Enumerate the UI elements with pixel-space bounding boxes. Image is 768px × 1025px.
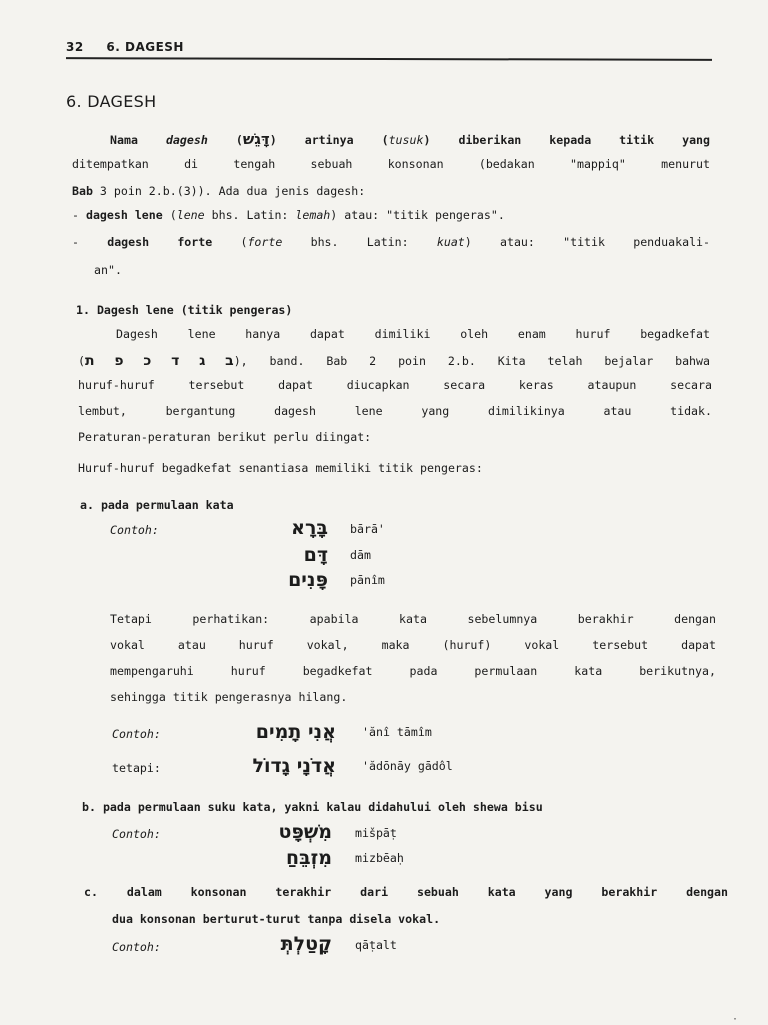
section1-line-1: Dagesh lene hanya dapat dimiliki oleh enam huruf begadkefat: [116, 327, 710, 341]
note-line-4: sehingga titik pengerasnya hilang.: [110, 690, 348, 704]
example-label: Contoh:: [112, 940, 161, 954]
intro-line-3: Bab 3 poin 2.b.(3)). Ada dua jenis dagesh:: [72, 184, 366, 198]
example-label: Contoh:: [112, 827, 161, 841]
intro-line-5: - dagesh forte (forte bhs. Latin: kuat) atau: "titik penduakali-: [72, 235, 711, 249]
transliteration: qāṭalt: [355, 938, 397, 952]
hebrew-example: קָטַלְתְּ: [280, 933, 332, 955]
section1-line-6: Huruf-huruf begadkefat senantiasa memiliki titik pengeras:: [78, 461, 483, 475]
hebrew-example: דָּם: [303, 544, 328, 566]
intro-line-1: Nama dagesh (דָּגֵשׁ) artinya (tusuk) diberikan kepada titik yang: [110, 130, 711, 148]
section1-heading: 1. Dagesh lene (titik pengeras): [76, 303, 293, 317]
page-number: 32: [66, 40, 84, 54]
chapter-heading: 6. DAGESH: [106, 40, 184, 54]
hebrew-dagesh: דָּגֵשׁ: [242, 130, 270, 148]
example-label: Contoh:: [112, 727, 161, 741]
hebrew-example: בָּרָא: [291, 517, 328, 539]
intro-line-6: an".: [94, 263, 122, 277]
note-line-1: Tetapi perhatikan: apabila kata sebelumnya berakhir dengan: [110, 612, 716, 626]
item-a: a. pada permulaan kata: [80, 498, 234, 512]
transliteration: mišpāṭ: [355, 826, 397, 840]
hebrew-example: פָּנִים: [288, 569, 328, 591]
transliteration: bārā': [350, 522, 385, 536]
hebrew-example: אֲדֹנָי גָדוֹל: [252, 755, 336, 777]
example-label: Contoh:: [110, 523, 159, 537]
transliteration: dām: [350, 548, 371, 562]
running-header: [66, 40, 184, 54]
hebrew-example: מִשְׁפָּט: [278, 821, 332, 843]
item-c-line-1: c. dalam konsonan terakhir dari sebuah kata yang berakhir dengan: [84, 885, 728, 899]
corner-mark: ·: [731, 1014, 738, 1025]
section1-line-2: (ב ג ד כ פ ת), band. Bab 2 poin 2.b. Kita telah bejalar bahwa: [78, 353, 710, 369]
hebrew-example: מִזְבֵּחַ: [286, 847, 332, 869]
hebrew-example: אֲנִי תָמִים: [255, 721, 336, 743]
section1-line-5: Peraturan-peraturan berikut perlu diingat:: [78, 430, 372, 444]
intro-line-4: - dagesh lene (lene bhs. Latin: lemah) atau: "titik pengeras".: [72, 208, 505, 222]
transliteration: mizbēaḥ: [355, 851, 404, 865]
note-line-3: mempengaruhi huruf begadkefat pada permulaan kata berikutnya,: [110, 664, 716, 678]
header-rule: [66, 57, 712, 61]
transliteration: pānîm: [350, 573, 385, 587]
item-c-line-2: dua konsonan berturut-turut tanpa disela vokal.: [112, 912, 441, 926]
transliteration: 'ănî tāmîm: [362, 725, 432, 739]
section1-line-3: huruf-huruf tersebut dapat diucapkan secara keras ataupun secara: [78, 378, 712, 392]
note-line-2: vokal atau huruf vokal, maka (huruf) vokal tersebut dapat: [110, 638, 716, 652]
section-title: 6. DAGESH: [66, 92, 157, 111]
item-b: b. pada permulaan suku kata, yakni kalau didahului oleh shewa bisu: [82, 800, 543, 814]
transliteration: 'ădōnāy gādôl: [362, 759, 453, 773]
begadkefat-letters: ב ג ד כ פ ת: [84, 353, 234, 369]
intro-line-2: ditempatkan di tengah sebuah konsonan (bedakan "mappiq" menurut: [72, 157, 710, 171]
example-label-tetapi: tetapi:: [112, 761, 161, 775]
section1-line-4: lembut, bergantung dagesh lene yang dimilikinya atau tidak.: [78, 404, 712, 418]
